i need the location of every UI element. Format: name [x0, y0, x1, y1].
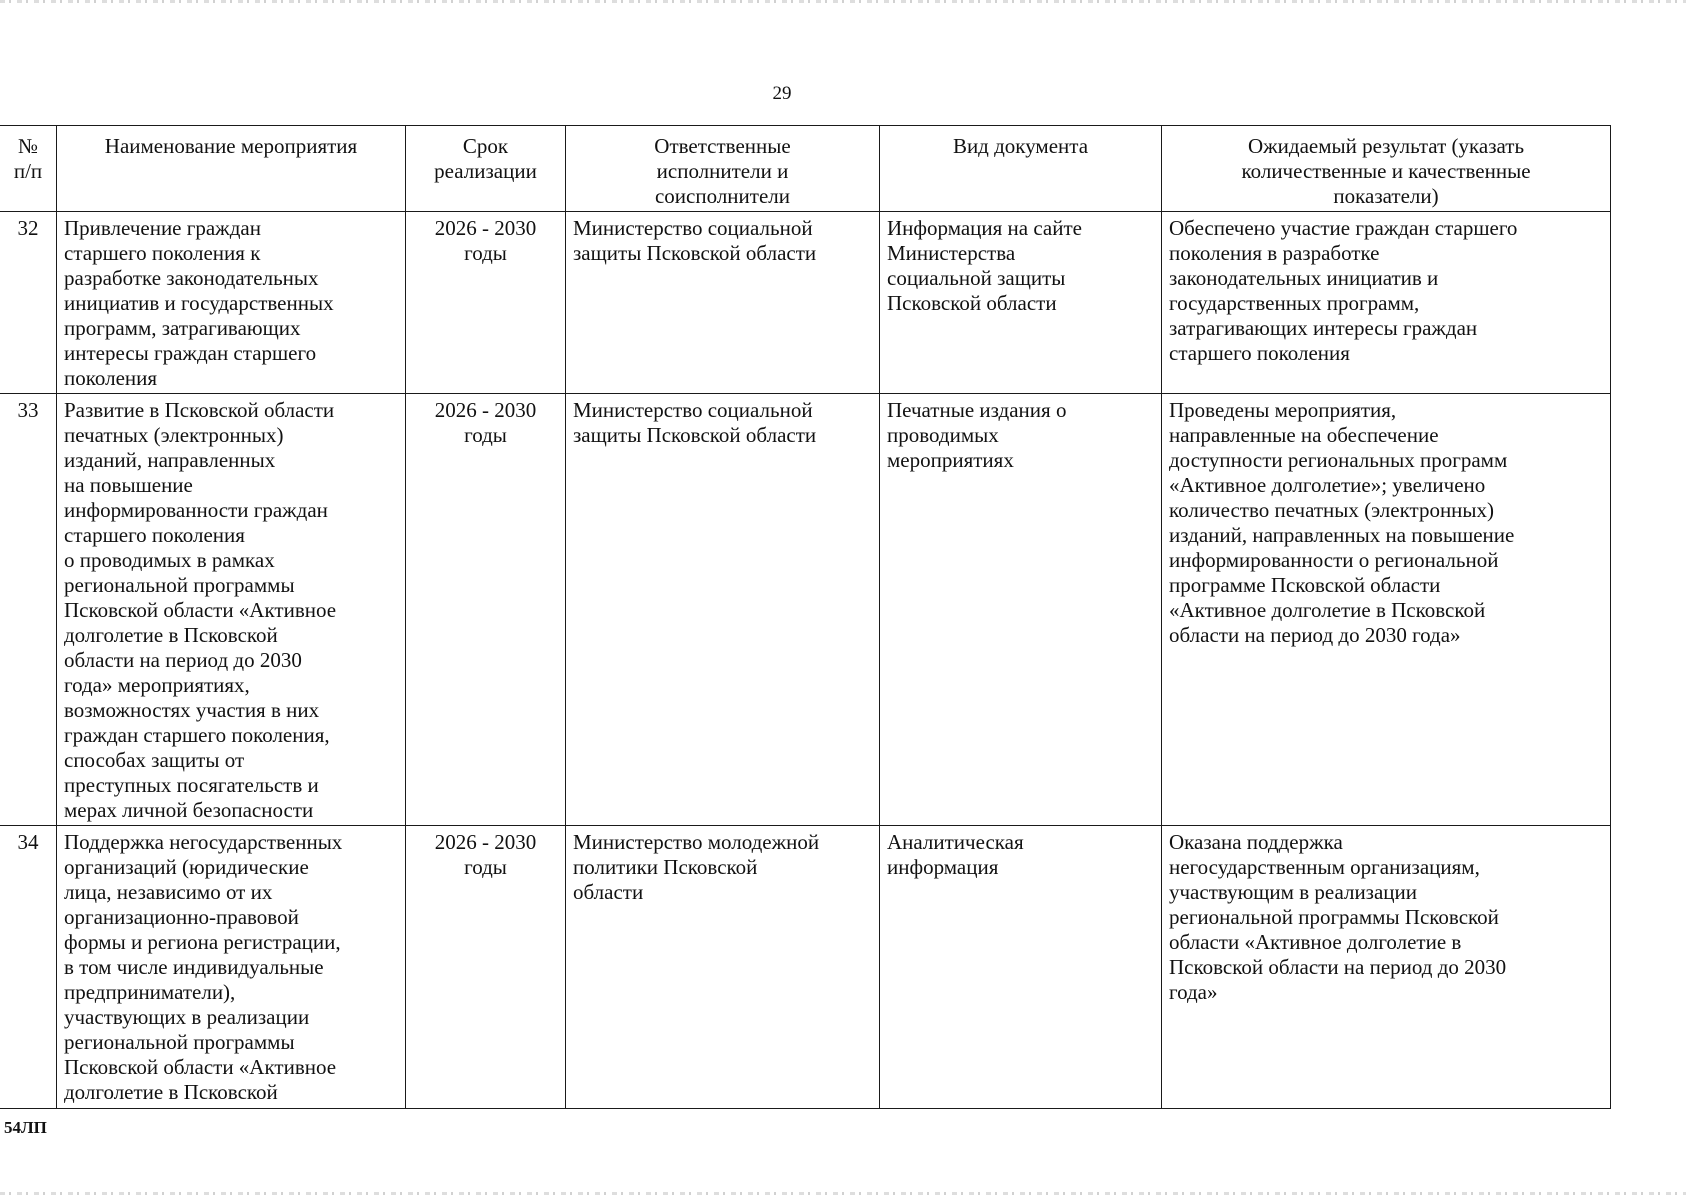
executors: Министерство социальной защиты Псковской области — [566, 212, 880, 394]
table-row — [0, 394, 1611, 826]
document-type: Информация на сайте Министерства социальной защиты Псковской области — [880, 212, 1162, 394]
document-type: Аналитическая информация — [880, 826, 1162, 1109]
header-document-type: Вид документа — [880, 126, 1162, 212]
scan-edge-bottom — [0, 1192, 1686, 1195]
event-name: Развитие в Псковской области печатных (электронных) изданий, направленных на повышение информированности граждан старшего поколения о проводимых в рамках региональной программы Псковской области «Активное долголетие в Псковской области на период до 2030 года» мероприятиях, возможностях участия в них граждан старшего поколения, способах защиты от преступных посягательств и мерах личной безопасности — [57, 394, 406, 826]
expected-result: Проведены мероприятия, направленные на обеспечение доступности региональных программ «Активное долголетие»; увеличено количество печатных (электронных) изданий, направленных на повышение информированности о региональной программе Псковской области «Активное долголетие в Псковской области на период до 2030 года» — [1162, 394, 1611, 826]
term: 2026 - 2030 годы — [406, 394, 566, 826]
term: 2026 - 2030 годы — [406, 212, 566, 394]
table-row — [0, 212, 1611, 394]
executors: Министерство молодежной политики Псковской области — [566, 826, 880, 1109]
event-name: Привлечение граждан старшего поколения к разработке законодательных инициатив и государственных программ, затрагивающих интересы граждан старшего поколения — [57, 212, 406, 394]
header-term: Срок реализации — [406, 126, 566, 212]
events-table — [0, 125, 1611, 1109]
table-header-row — [0, 126, 1611, 212]
document-code: 54ЛП — [4, 1118, 47, 1137]
expected-result: Обеспечено участие граждан старшего поколения в разработке законодательных инициатив и государственных программ, затрагивающих интересы граждан старшего поколения — [1162, 212, 1611, 394]
table-row — [0, 826, 1611, 1109]
expected-result: Оказана поддержка негосударственным организациям, участвующим в реализации региональной программы Псковской области «Активное долголетие в Псковской области на период до 2030 года» — [1162, 826, 1611, 1109]
header-expected-result: Ожидаемый результат (указать количественные и качественные показатели) — [1162, 126, 1611, 212]
row-number: 32 — [0, 212, 57, 394]
event-name: Поддержка негосударственных организаций (юридические лица, независимо от их организационно-правовой формы и региона регистрации, в том числе индивидуальные предприниматели), участвующих в реализации региональной программы Псковской области «Активное долголетие в Псковской — [57, 826, 406, 1109]
page-number: 29 — [772, 83, 792, 104]
document-type: Печатные издания о проводимых мероприятиях — [880, 394, 1162, 826]
header-executors: Ответственные исполнители и соисполнители — [566, 126, 880, 212]
executors: Министерство социальной защиты Псковской области — [566, 394, 880, 826]
scan-edge-top — [0, 0, 1686, 3]
header-num: № п/п — [0, 126, 57, 212]
term: 2026 - 2030 годы — [406, 826, 566, 1109]
header-event-name: Наименование мероприятия — [57, 126, 406, 212]
row-number: 33 — [0, 394, 57, 826]
row-number: 34 — [0, 826, 57, 1109]
